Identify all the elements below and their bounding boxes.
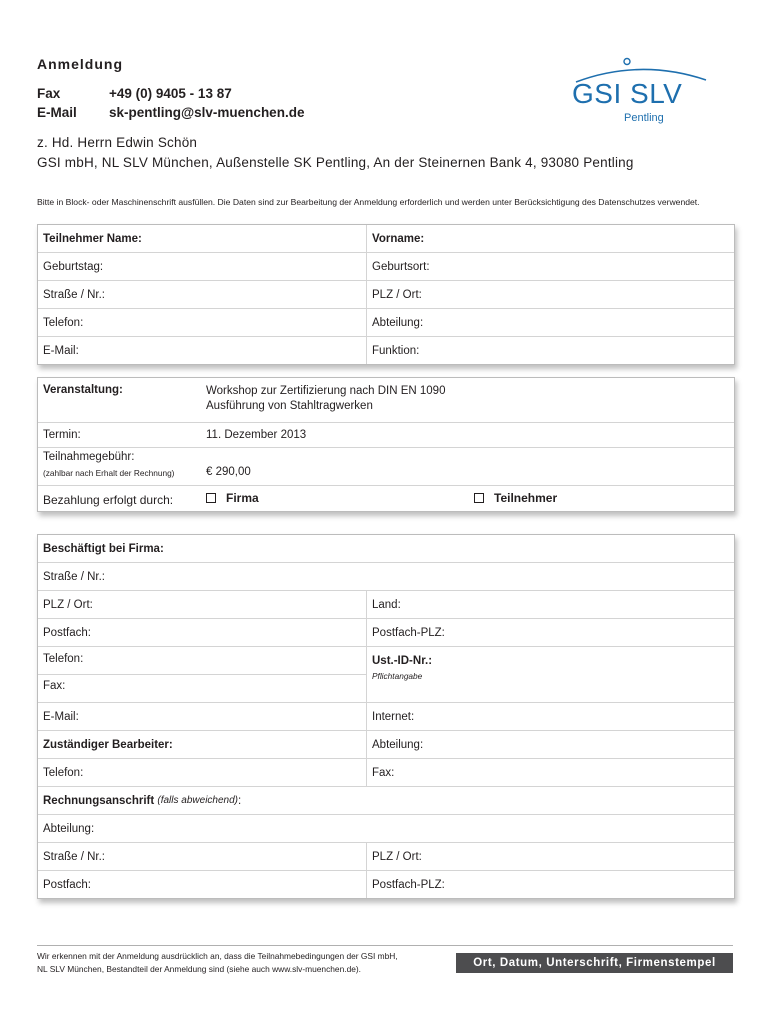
participant-panel: [37, 224, 735, 365]
address-line: GSI mbH, NL SLV München, Außenstelle SK Pentling, An der Steinernen Bank 4, 93080 Pentling: [37, 155, 634, 170]
instruction-note: Bitte in Block- oder Maschinenschrift ausfüllen. Die Daten sind zur Bearbeitung der Anmeldung erforderlich und werden unter Berücksichtigung des Datenschutzes verwendet.: [37, 197, 700, 207]
payment-option-teilnehmer[interactable]: [474, 491, 557, 505]
fee-label: Teilnahmegebühr:: [43, 451, 135, 463]
email-label: E-Mail: [37, 105, 77, 120]
event-title-line1: Workshop zur Zertifizierung nach DIN EN 1090: [206, 385, 446, 397]
attention-line: z. Hd. Herrn Edwin Schön: [37, 135, 198, 150]
responsible-phone-field[interactable]: Telefon:: [43, 766, 84, 779]
gsi-slv-logo: [570, 54, 712, 126]
company-pobox-zip-field[interactable]: Postfach-PLZ:: [366, 619, 734, 646]
fee-value: € 290,00: [206, 466, 251, 478]
billing-pobox-zip-field[interactable]: Postfach-PLZ:: [366, 871, 734, 898]
svg-text:GSI SLV: GSI SLV: [572, 78, 683, 109]
signature-field[interactable]: Ort, Datum, Unterschrift, Firmenstempel: [456, 953, 733, 973]
teilnehmer-label: Teilnehmer: [494, 491, 558, 505]
company-panel: [37, 534, 735, 899]
company-vat-cell[interactable]: [366, 647, 734, 702]
company-pobox-field[interactable]: Postfach:: [43, 626, 91, 639]
responsible-department-field[interactable]: Abteilung:: [366, 731, 734, 758]
event-label: Veranstaltung:: [43, 384, 123, 396]
participant-firstname-field[interactable]: Vorname:: [366, 225, 734, 252]
fee-note: (zahlbar nach Erhalt der Rechnung): [43, 468, 175, 478]
payment-label: Bezahlung erfolgt durch:: [43, 493, 174, 507]
billing-note: (falls abweichend): [157, 795, 238, 806]
billing-address-field[interactable]: [38, 787, 734, 814]
footer-terms: [37, 950, 398, 976]
company-email-field[interactable]: E-Mail:: [43, 710, 79, 723]
company-internet-field[interactable]: Internet:: [366, 703, 734, 730]
fax-number: +49 (0) 9405 - 13 87: [109, 86, 232, 101]
footer-terms-line1: Wir erkennen mit der Anmeldung ausdrücklich an, dass die Teilnahmebedingungen der GSI mbH,: [37, 951, 398, 961]
participant-street-field[interactable]: Straße / Nr.:: [43, 288, 105, 301]
billing-pobox-field[interactable]: Postfach:: [43, 878, 91, 891]
company-phone-fax-cell: [38, 647, 366, 702]
company-phone-field[interactable]: Telefon:: [43, 653, 84, 665]
participant-zip-field[interactable]: PLZ / Ort:: [366, 281, 734, 308]
termin-label: Termin:: [43, 429, 81, 441]
participant-function-field[interactable]: Funktion:: [366, 337, 734, 364]
footer-divider: [37, 945, 733, 946]
recipient-address: [37, 133, 634, 173]
fax-label: Fax: [37, 86, 61, 101]
contact-block: [37, 84, 304, 122]
billing-colon: :: [238, 794, 242, 807]
responsible-person-field[interactable]: Zuständiger Bearbeiter:: [43, 738, 173, 751]
vat-id-label: Ust.-ID-Nr.:: [372, 655, 433, 667]
firma-checkbox[interactable]: [206, 493, 216, 503]
form-title: Anmeldung: [37, 56, 123, 72]
firma-label: Firma: [226, 491, 259, 505]
event-title-line2: Ausführung von Stahltragwerken: [206, 400, 373, 412]
event-panel: [37, 377, 735, 512]
billing-zip-field[interactable]: PLZ / Ort:: [366, 843, 734, 870]
footer-terms-line2: NL SLV München, Bestandteil der Anmeldung sind (siehe auch www.slv-muenchen.de).: [37, 964, 362, 974]
billing-label: Rechnungsanschrift: [43, 794, 155, 807]
company-country-field[interactable]: Land:: [366, 591, 734, 618]
vat-id-note: Pflichtangabe: [372, 671, 423, 681]
billing-street-field[interactable]: Straße / Nr.:: [43, 850, 105, 863]
participant-name-field[interactable]: Teilnehmer Name:: [43, 232, 142, 245]
responsible-fax-field[interactable]: Fax:: [366, 759, 734, 786]
participant-department-field[interactable]: Abteilung:: [366, 309, 734, 336]
company-fax-field[interactable]: Fax:: [43, 680, 66, 692]
logo-arc-icon: [570, 54, 712, 126]
company-street-field[interactable]: Straße / Nr.:: [43, 570, 105, 583]
birthdate-field[interactable]: Geburtstag:: [43, 260, 104, 273]
teilnehmer-checkbox[interactable]: [474, 493, 484, 503]
svg-text:Pentling: Pentling: [624, 112, 664, 124]
event-title: [206, 384, 445, 414]
participant-email-field[interactable]: E-Mail:: [43, 344, 79, 357]
payment-option-firma[interactable]: [206, 491, 259, 505]
company-name-field[interactable]: Beschäftigt bei Firma:: [43, 542, 164, 555]
participant-phone-field[interactable]: Telefon:: [43, 316, 84, 329]
company-zip-field[interactable]: PLZ / Ort:: [43, 598, 93, 611]
birthplace-field[interactable]: Geburtsort:: [366, 253, 734, 280]
termin-value: 11. Dezember 2013: [206, 429, 307, 441]
email-address[interactable]: sk-pentling@slv-muenchen.de: [109, 105, 305, 120]
billing-department-field[interactable]: Abteilung:: [43, 822, 95, 835]
